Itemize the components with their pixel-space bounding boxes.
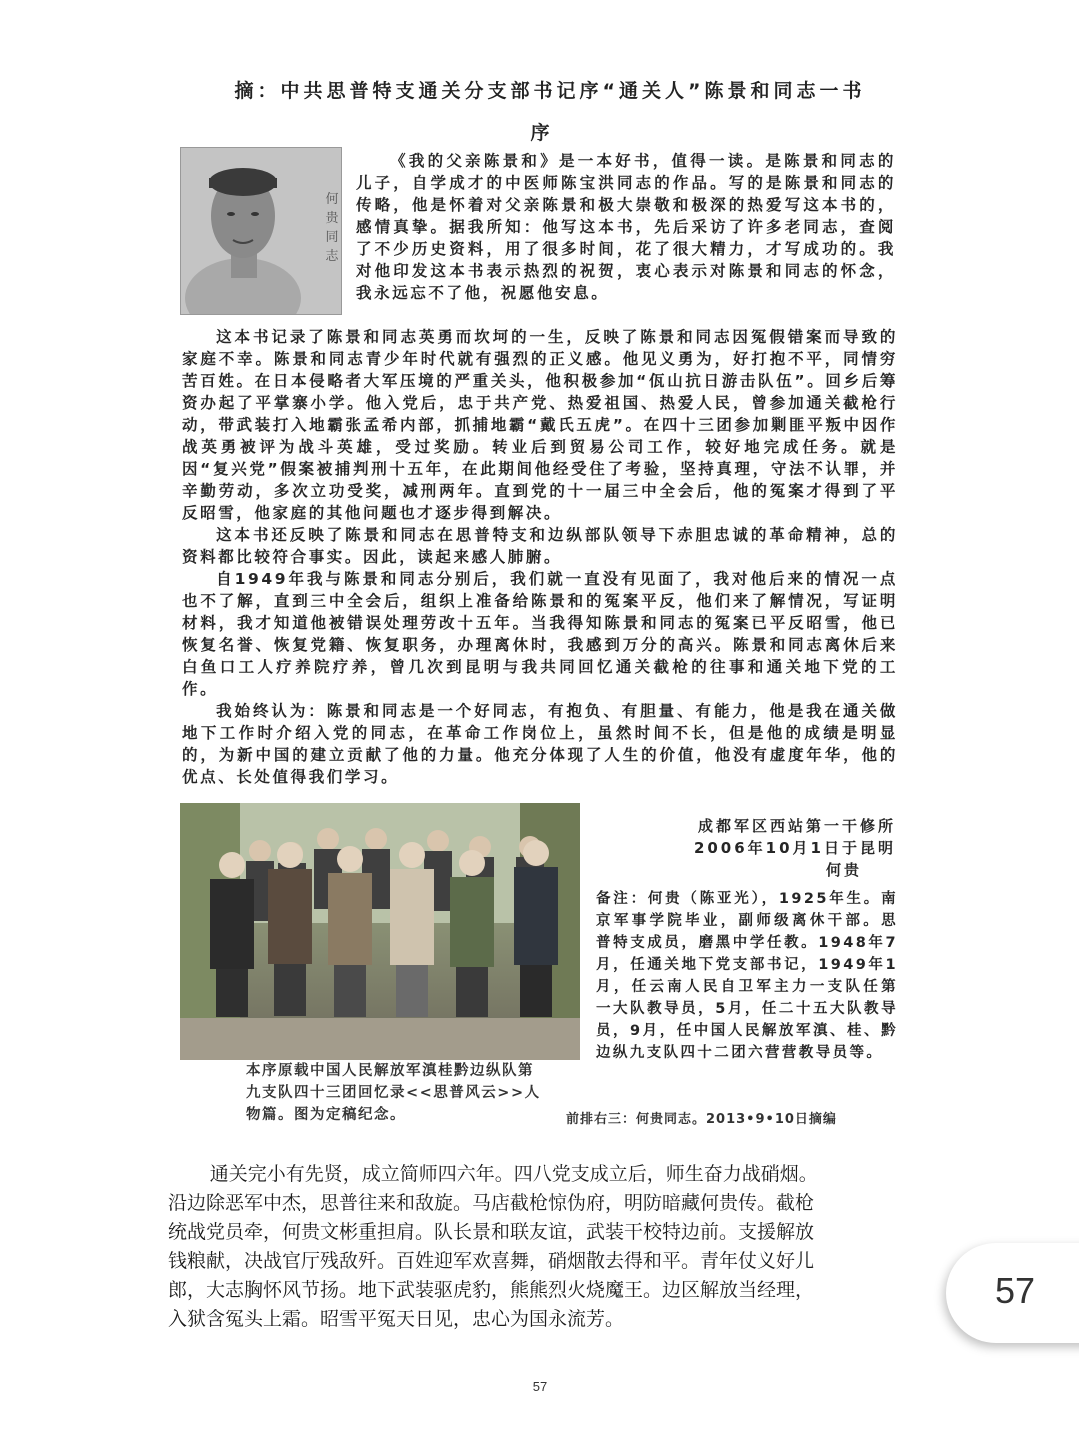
portrait-caption-char: 同 — [325, 230, 339, 245]
signature-organization: 成都军区西站第一干修所 — [697, 817, 896, 835]
poem-line: 入狱含冤头上霜。昭雪平冤天日见，忠心为国永流芳。 — [168, 1308, 625, 1330]
portrait-caption-char: 何 — [325, 192, 339, 207]
poem-line: 统战党员牵，何贵文彬重担肩。队长景和联友谊，武装干校特边前。支援解放 — [168, 1221, 815, 1243]
group-photo-illustration — [180, 803, 580, 1060]
paragraph: 这本书记录了陈景和同志英勇而坎坷的一生，反映了陈景和同志因冤假错案而导致的家庭不幸。陈景和同志青少年时代就有强烈的正义感。他见义勇为，好打抱不平，同情穷苦百姓。在日本侵略者大军压境的严重关头，他积极参加“佤山抗日游击队伍”。回乡后筹资办起了平掌寨小学。他入党后，忠于共产党、热爱祖国、热爱人民，曾参加通关截枪行动，带武装打入地霸张孟希内部，抓捕地霸“戴氏五虎”。在四十三团参加剿匪平叛中因作战英勇被评为战斗英雄，受过奖励。转业后到贸易公司工作，较好地完成任务。就是因“复兴党”假案被捕判刑十五年，在此期间他经受住了考验，坚持真理，守法不认罪，并辛勤劳动，多次立功受奖，减刑两年。直到党的十一届三中全会后，他的冤案才得到了平反昭雪，他家庭的其他问题也才逐步得到解决。 — [182, 328, 898, 522]
portrait-caption-char: 志 — [325, 249, 339, 264]
portrait-caption-char: 贵 — [325, 211, 339, 226]
paragraph: 自1949年我与陈景和同志分别后，我们就一直没有见面了，我对他后来的情况一点也不了解，直到三中全会后，组织上准备给陈景和的冤案平反，他们来了解情况，写证明材料，我才知道他被错误处理劳改十五年。当我得知陈景和同志的冤案已平反昭雪，他已恢复名誉、恢复党籍、恢复职务，办理离休时，我感到万分的高兴。陈景和同志离休后来白鱼口工人疗养院疗养，曾几次到昆明与我共同回忆通关截枪的往事和通关地下党的工作。 — [182, 570, 898, 698]
intro-paragraph: 《我的父亲陈景和》是一本好书，值得一读。是陈景和同志的儿子，自学成才的中医师陈宝洪同志的作品。写的是陈景和同志的传略，他是怀着对父亲陈景和极大崇敬和极深的热爱写这本书的，感情真挚。据我所知：他写这本书，先后采访了许多老同志，查阅了不少历史资料，用了很多时间，花了很大精力，才写成功的。我对他印发这本书表示热烈的祝贺，衷心表示对陈景和同志的怀念，我永远忘不了他，祝愿他安息。 — [356, 152, 896, 302]
portrait-caption — [322, 190, 342, 266]
main-text-block — [182, 326, 898, 788]
paragraph: 这本书还反映了陈景和同志在思普特支和边纵部队领导下赤胆忠诚的革命精神，总的资料都比较符合事实。因此，读起来感人肺腑。 — [182, 526, 898, 566]
portrait-illustration — [181, 148, 342, 315]
article-title-line2: 序 — [530, 122, 550, 144]
portrait-photo — [180, 147, 342, 315]
page-number-tab-label: 57 — [994, 1270, 1036, 1311]
poem-block — [168, 1160, 928, 1334]
note-text: 备注：何贵（陈亚光），1925年生。南京军事学院毕业，副师级离休干部。思普特支成员，磨黑中学任教。1948年7月，任通关地下党支部书记，1949年1月，任云南人民自卫军主力一支队任第一大队教导员，5月，任二十五大队教导员，9月，任中国人民解放军滇、桂、黔边纵九支队四十二团六营营教导员等。 — [596, 891, 898, 1061]
group-photo — [180, 803, 580, 1060]
paragraph: 我始终认为：陈景和同志是一个好同志，有抱负、有胆量、有能力，他是我在通关做地下工作时介绍入党的同志，在革命工作岗位上，虽然时间不长，但是他的成绩是明显的，为新中国的建立贡献了他的力量。他充分体现了人生的价值，他没有虚度年华，他的优点、长处值得我们学习。 — [182, 702, 898, 786]
signature-name: 何贵 — [825, 861, 862, 879]
group-photo-caption: 本序原载中国人民解放军滇桂黔边纵队第九支队四十三团回忆录<<思普风云>>人物篇。图为定稿纪念。 — [246, 1063, 541, 1123]
intro-paragraph-block — [356, 150, 896, 304]
page-number: 57 — [532, 1379, 548, 1394]
poem-line: 钱粮献，决战官厅残敌歼。百姓迎军欢喜舞，硝烟散去得和平。青年仗义好儿 — [168, 1250, 815, 1272]
poem-line: 郎，大志胸怀风节扬。地下武装驱虎豹，熊熊烈火烧魔王。边区解放当经理， — [168, 1279, 815, 1301]
signature-date: 2006年10月1日于昆明 — [693, 839, 896, 857]
poem-line: 沿边除恶军中杰，思普往来和敌旋。马店截枪惊伪府，明防暗藏何贵传。截枪 — [168, 1192, 815, 1214]
article-title-line1: 摘：中共思普特支通关分支部书记序“通关人”陈景和同志一书 — [234, 80, 866, 102]
poem-line: 通关完小有先贤，成立简师四六年。四八党支成立后，师生奋力战硝烟。 — [209, 1163, 818, 1185]
note-photo-credit: 前排右三：何贵同志。2013•9•10日摘编 — [566, 1112, 837, 1127]
